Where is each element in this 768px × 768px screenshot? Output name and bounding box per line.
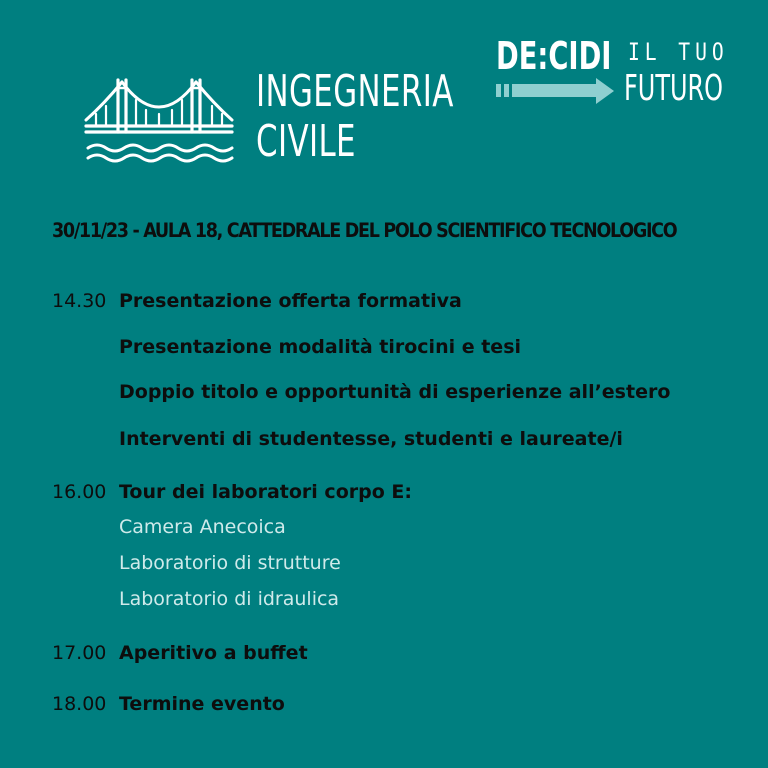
time-slot-4: 18.00 — [52, 693, 107, 715]
brand-logo-decidi: DE:CIDI — [496, 34, 612, 78]
time-slot-1: 14.30 — [52, 290, 107, 312]
agenda-item-lab-tour: Tour dei laboratori corpo E: — [119, 481, 412, 503]
agenda-item-end: Termine evento — [119, 693, 285, 715]
lab-tour-subitem-3: Laboratorio di idraulica — [119, 588, 340, 610]
agenda-item-3: Doppio titolo e opportunità di esperienze all’estero — [119, 381, 671, 403]
lab-tour-subitem-2: Laboratorio di strutture — [119, 552, 341, 574]
suspension-bridge-icon — [84, 74, 234, 166]
arrow-right-icon — [496, 78, 616, 104]
lab-tour-subitem-1: Camera Anecoica — [119, 516, 286, 538]
department-title-line-1: INGEGNERIA — [256, 66, 454, 117]
agenda-item-aperitivo: Aperitivo a buffet — [119, 642, 308, 664]
agenda-item-4: Interventi di studentesse, studenti e laureate/i — [119, 428, 623, 450]
agenda-item-1: Presentazione offerta formativa — [119, 290, 462, 312]
time-slot-3: 17.00 — [52, 642, 107, 664]
brand-logo-futuro: FUTURO — [624, 68, 724, 109]
department-title-line-2: CIVILE — [256, 116, 356, 167]
brand-logo-il-tuo: IL TUO — [628, 38, 729, 66]
event-venue-heading: 30/11/23 - AULA 18, CATTEDRALE DEL POLO SCIENTIFICO TECNOLOGICO — [52, 219, 677, 242]
agenda-item-2: Presentazione modalità tirocini e tesi — [119, 336, 522, 358]
time-slot-2: 16.00 — [52, 481, 107, 503]
